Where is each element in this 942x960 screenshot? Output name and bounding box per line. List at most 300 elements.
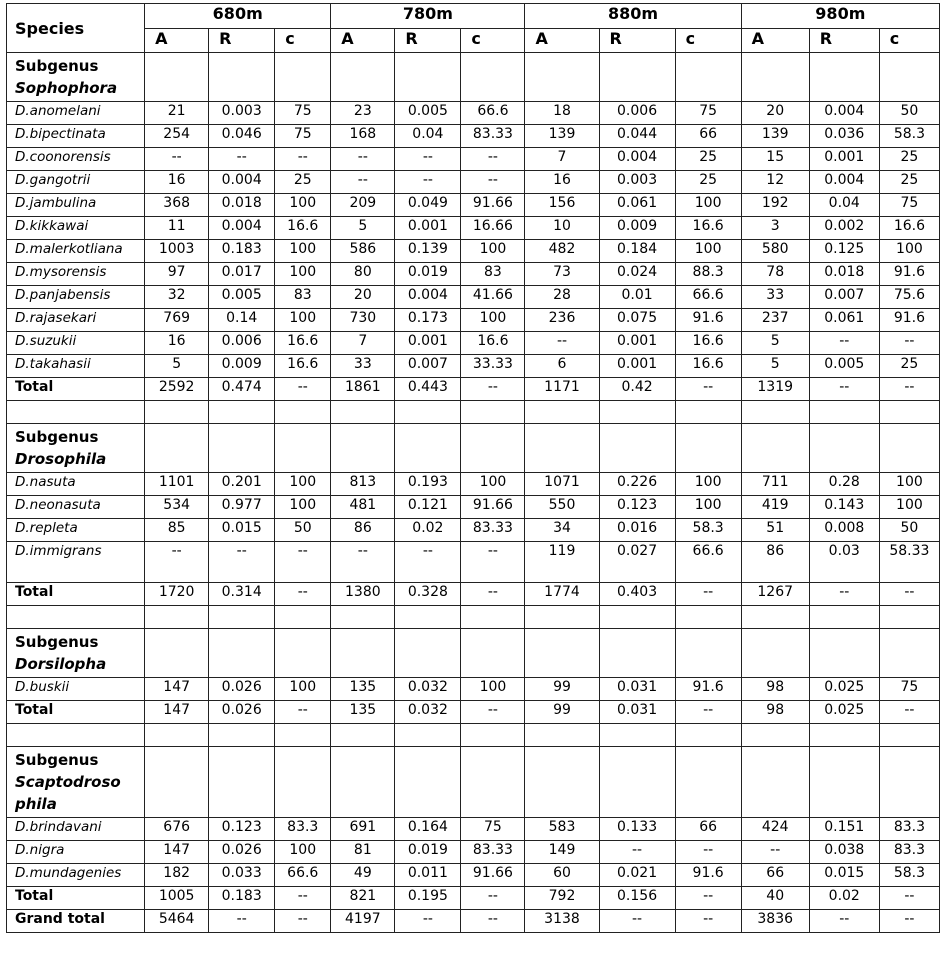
value-cell: 0.026 (209, 841, 275, 864)
value-cell: -- (209, 542, 275, 583)
value-cell: 0.001 (395, 332, 461, 355)
value-cell: -- (395, 910, 461, 933)
value-cell: 66 (675, 818, 741, 841)
value-cell: 83.33 (461, 519, 525, 542)
empty-cell (525, 424, 599, 473)
empty-cell (275, 606, 331, 629)
value-cell: 0.123 (209, 818, 275, 841)
value-cell: -- (209, 910, 275, 933)
empty-cell (809, 747, 879, 818)
value-cell: 50 (879, 102, 939, 125)
value-cell: 0.173 (395, 309, 461, 332)
empty-cell (331, 424, 395, 473)
row-label: Total (7, 887, 145, 910)
value-cell: -- (275, 583, 331, 606)
species-abundance-table (6, 3, 940, 933)
empty-cell (525, 629, 599, 678)
species-name: D.gangotrii (7, 171, 145, 194)
value-cell: 192 (741, 194, 809, 217)
value-cell: 75 (275, 125, 331, 148)
value-cell: 6 (525, 355, 599, 378)
value-cell: 16.66 (461, 217, 525, 240)
value-cell: 0.183 (209, 887, 275, 910)
empty-cell (461, 747, 525, 818)
value-cell: 86 (741, 542, 809, 583)
species-row (7, 496, 940, 519)
value-cell: -- (331, 171, 395, 194)
value-cell: 147 (145, 841, 209, 864)
value-cell: 100 (275, 240, 331, 263)
value-cell: 5 (741, 355, 809, 378)
value-cell: 821 (331, 887, 395, 910)
value-cell: 1071 (525, 473, 599, 496)
species-row (7, 217, 940, 240)
value-cell: 91.6 (879, 263, 939, 286)
value-cell: 0.044 (599, 125, 675, 148)
value-cell: 149 (525, 841, 599, 864)
value-cell: 0.02 (395, 519, 461, 542)
value-cell: 100 (675, 194, 741, 217)
value-cell: -- (879, 583, 939, 606)
species-name: D.nasuta (7, 473, 145, 496)
value-cell: 98 (741, 701, 809, 724)
value-cell: 66.6 (675, 286, 741, 309)
value-cell: 0.006 (209, 332, 275, 355)
value-cell: 100 (275, 194, 331, 217)
value-cell: 83 (275, 286, 331, 309)
header-row-altitudes (7, 4, 940, 29)
empty-cell (331, 724, 395, 747)
altitude-header: 880m (525, 4, 741, 29)
value-cell: 91.66 (461, 864, 525, 887)
value-cell: -- (599, 841, 675, 864)
value-cell: 16.6 (275, 355, 331, 378)
value-cell: 583 (525, 818, 599, 841)
value-cell: -- (395, 171, 461, 194)
empty-cell (209, 53, 275, 102)
value-cell: 75 (275, 102, 331, 125)
value-cell: 100 (275, 473, 331, 496)
value-cell: 20 (331, 286, 395, 309)
value-cell: -- (461, 701, 525, 724)
empty-cell (209, 424, 275, 473)
species-name: D.rajasekari (7, 309, 145, 332)
subgenus-label: Subgenus (15, 428, 99, 446)
value-cell: 33 (741, 286, 809, 309)
subgenus-row (7, 424, 940, 473)
value-cell: 0.004 (209, 171, 275, 194)
subgenus-name: Sophophora (15, 79, 118, 97)
value-cell: 730 (331, 309, 395, 332)
value-cell: 147 (145, 678, 209, 701)
value-cell: 0.04 (809, 194, 879, 217)
value-cell: 66.6 (275, 864, 331, 887)
value-cell: 0.314 (209, 583, 275, 606)
empty-cell (395, 629, 461, 678)
value-cell: 97 (145, 263, 209, 286)
value-cell: 0.328 (395, 583, 461, 606)
species-row (7, 263, 940, 286)
species-row (7, 148, 940, 171)
species-row (7, 542, 940, 583)
metric-header: R (209, 28, 275, 53)
species-name: D.bipectinata (7, 125, 145, 148)
value-cell: 25 (675, 171, 741, 194)
value-cell: 83.33 (461, 841, 525, 864)
value-cell: 0.01 (599, 286, 675, 309)
empty-cell (525, 724, 599, 747)
value-cell: -- (275, 542, 331, 583)
value-cell: 0.031 (599, 701, 675, 724)
value-cell: 58.3 (879, 125, 939, 148)
empty-cell (599, 747, 675, 818)
value-cell: 534 (145, 496, 209, 519)
altitude-header: 780m (331, 4, 525, 29)
species-name: D.repleta (7, 519, 145, 542)
species-name: D.mundagenies (7, 864, 145, 887)
subgenus-label: Subgenus (15, 633, 99, 651)
species-row (7, 194, 940, 217)
value-cell: 12 (741, 171, 809, 194)
empty-cell (809, 53, 879, 102)
subgenus-heading (7, 747, 145, 818)
value-cell: 10 (525, 217, 599, 240)
value-cell: 100 (275, 496, 331, 519)
empty-cell (275, 747, 331, 818)
value-cell: -- (275, 887, 331, 910)
value-cell: 0.011 (395, 864, 461, 887)
value-cell: 100 (675, 473, 741, 496)
subgenus-row (7, 629, 940, 678)
value-cell: -- (809, 910, 879, 933)
value-cell: 75 (461, 818, 525, 841)
value-cell: 100 (675, 496, 741, 519)
species-name: D.nigra (7, 841, 145, 864)
value-cell: 100 (275, 263, 331, 286)
value-cell: 0.226 (599, 473, 675, 496)
value-cell: 100 (675, 240, 741, 263)
empty-cell (145, 606, 209, 629)
value-cell: 0.017 (209, 263, 275, 286)
value-cell: 0.443 (395, 378, 461, 401)
empty-cell (525, 53, 599, 102)
value-cell: 81 (331, 841, 395, 864)
empty-cell (461, 401, 525, 424)
value-cell: 0.031 (599, 678, 675, 701)
altitude-header: 680m (145, 4, 331, 29)
value-cell: 0.004 (599, 148, 675, 171)
value-cell: 0.008 (809, 519, 879, 542)
value-cell: 1319 (741, 378, 809, 401)
value-cell: -- (461, 378, 525, 401)
spacer-row (7, 606, 940, 629)
value-cell: 25 (879, 171, 939, 194)
empty-cell (525, 606, 599, 629)
value-cell: 0.027 (599, 542, 675, 583)
value-cell: 86 (331, 519, 395, 542)
value-cell: 41.66 (461, 286, 525, 309)
value-cell: 147 (145, 701, 209, 724)
value-cell: 0.019 (395, 263, 461, 286)
value-cell: 83.3 (879, 841, 939, 864)
value-cell: 0.032 (395, 701, 461, 724)
value-cell: -- (145, 148, 209, 171)
value-cell: 75 (879, 194, 939, 217)
empty-cell (741, 747, 809, 818)
value-cell: 0.133 (599, 818, 675, 841)
value-cell: -- (879, 910, 939, 933)
empty-cell (209, 747, 275, 818)
value-cell: -- (879, 378, 939, 401)
empty-cell (331, 53, 395, 102)
value-cell: 119 (525, 542, 599, 583)
subgenus-row (7, 747, 940, 818)
value-cell: 424 (741, 818, 809, 841)
species-header: Species (7, 4, 145, 53)
value-cell: 0.004 (395, 286, 461, 309)
value-cell: 28 (525, 286, 599, 309)
species-row (7, 355, 940, 378)
value-cell: 40 (741, 887, 809, 910)
value-cell: 1267 (741, 583, 809, 606)
value-cell: 16 (525, 171, 599, 194)
header-row-metrics (7, 28, 940, 53)
empty-cell (879, 401, 939, 424)
value-cell: 254 (145, 125, 209, 148)
empty-cell (275, 629, 331, 678)
value-cell: 0.018 (209, 194, 275, 217)
value-cell: 0.036 (809, 125, 879, 148)
value-cell: 0.164 (395, 818, 461, 841)
value-cell: 0.001 (599, 332, 675, 355)
species-name: D.brindavani (7, 818, 145, 841)
metric-header: c (461, 28, 525, 53)
value-cell: 0.009 (599, 217, 675, 240)
species-name: D.takahasii (7, 355, 145, 378)
value-cell: -- (675, 701, 741, 724)
value-cell: 25 (879, 355, 939, 378)
value-cell: 0.195 (395, 887, 461, 910)
species-row (7, 678, 940, 701)
empty-cell (741, 606, 809, 629)
species-row (7, 309, 940, 332)
value-cell: 0.184 (599, 240, 675, 263)
empty-cell (7, 606, 145, 629)
value-cell: -- (209, 148, 275, 171)
value-cell: -- (275, 378, 331, 401)
value-cell: 135 (331, 701, 395, 724)
value-cell: 0.002 (809, 217, 879, 240)
value-cell: 91.66 (461, 194, 525, 217)
value-cell: 0.007 (395, 355, 461, 378)
spacer-row (7, 401, 940, 424)
subgenus-heading (7, 424, 145, 473)
value-cell: 580 (741, 240, 809, 263)
species-name: D.buskii (7, 678, 145, 701)
value-cell: -- (275, 148, 331, 171)
value-cell: 33 (331, 355, 395, 378)
value-cell: 91.6 (675, 864, 741, 887)
spacer-row (7, 724, 940, 747)
empty-cell (145, 53, 209, 102)
value-cell: 0.193 (395, 473, 461, 496)
empty-cell (741, 424, 809, 473)
value-cell: 34 (525, 519, 599, 542)
species-row (7, 818, 940, 841)
value-cell: 0.049 (395, 194, 461, 217)
empty-cell (331, 747, 395, 818)
empty-cell (275, 424, 331, 473)
species-row (7, 332, 940, 355)
empty-cell (7, 401, 145, 424)
empty-cell (879, 424, 939, 473)
value-cell: 1720 (145, 583, 209, 606)
value-cell: 0.061 (599, 194, 675, 217)
value-cell: 16 (145, 171, 209, 194)
empty-cell (741, 53, 809, 102)
value-cell: -- (275, 910, 331, 933)
empty-cell (275, 724, 331, 747)
value-cell: 100 (461, 240, 525, 263)
value-cell: 0.061 (809, 309, 879, 332)
value-cell: 91.6 (675, 309, 741, 332)
value-cell: 139 (525, 125, 599, 148)
value-cell: 100 (879, 473, 939, 496)
value-cell: 100 (275, 678, 331, 701)
value-cell: 0.28 (809, 473, 879, 496)
value-cell: 1861 (331, 378, 395, 401)
value-cell: 4197 (331, 910, 395, 933)
empty-cell (879, 724, 939, 747)
empty-cell (145, 629, 209, 678)
value-cell: 0.156 (599, 887, 675, 910)
value-cell: 0.977 (209, 496, 275, 519)
value-cell: 23 (331, 102, 395, 125)
value-cell: 100 (461, 473, 525, 496)
empty-cell (675, 724, 741, 747)
value-cell: 99 (525, 678, 599, 701)
value-cell: 482 (525, 240, 599, 263)
metric-header: R (599, 28, 675, 53)
value-cell: -- (461, 148, 525, 171)
empty-cell (209, 629, 275, 678)
value-cell: 0.151 (809, 818, 879, 841)
value-cell: 586 (331, 240, 395, 263)
empty-cell (331, 401, 395, 424)
value-cell: 0.021 (599, 864, 675, 887)
value-cell: 16.6 (461, 332, 525, 355)
value-cell: 100 (461, 309, 525, 332)
empty-cell (395, 747, 461, 818)
metric-header: c (675, 28, 741, 53)
empty-cell (879, 747, 939, 818)
empty-cell (275, 53, 331, 102)
species-name: D.mysorensis (7, 263, 145, 286)
subgenus-row (7, 53, 940, 102)
value-cell: 16.6 (675, 355, 741, 378)
empty-cell (145, 747, 209, 818)
value-cell: 5 (741, 332, 809, 355)
value-cell: 98 (741, 678, 809, 701)
value-cell: 0.038 (809, 841, 879, 864)
value-cell: 691 (331, 818, 395, 841)
value-cell: 25 (675, 148, 741, 171)
value-cell: 58.33 (879, 542, 939, 583)
metric-header: R (809, 28, 879, 53)
value-cell: 0.139 (395, 240, 461, 263)
empty-cell (461, 53, 525, 102)
value-cell: 0.001 (809, 148, 879, 171)
value-cell: 49 (331, 864, 395, 887)
value-cell: -- (145, 542, 209, 583)
value-cell: 792 (525, 887, 599, 910)
total-row (7, 378, 940, 401)
value-cell: 550 (525, 496, 599, 519)
value-cell: 0.025 (809, 678, 879, 701)
value-cell: 100 (275, 309, 331, 332)
empty-cell (331, 629, 395, 678)
value-cell: 0.018 (809, 263, 879, 286)
empty-cell (879, 53, 939, 102)
value-cell: 1003 (145, 240, 209, 263)
value-cell: -- (675, 378, 741, 401)
altitude-header: 980m (741, 4, 939, 29)
value-cell: 100 (879, 496, 939, 519)
value-cell: 0.04 (395, 125, 461, 148)
value-cell: 813 (331, 473, 395, 496)
value-cell: 419 (741, 496, 809, 519)
species-row (7, 473, 940, 496)
value-cell: 1171 (525, 378, 599, 401)
subgenus-heading (7, 629, 145, 678)
grand-total-row (7, 910, 940, 933)
value-cell: 83.3 (275, 818, 331, 841)
value-cell: -- (809, 583, 879, 606)
value-cell: 0.032 (395, 678, 461, 701)
value-cell: 20 (741, 102, 809, 125)
value-cell: 368 (145, 194, 209, 217)
value-cell: 0.005 (209, 286, 275, 309)
value-cell: 83 (461, 263, 525, 286)
value-cell: 78 (741, 263, 809, 286)
value-cell: 1101 (145, 473, 209, 496)
value-cell: 50 (275, 519, 331, 542)
value-cell: -- (331, 542, 395, 583)
metric-header: A (331, 28, 395, 53)
row-label: Grand total (7, 910, 145, 933)
value-cell: 33.33 (461, 355, 525, 378)
empty-cell (275, 401, 331, 424)
value-cell: -- (741, 841, 809, 864)
metric-header: c (879, 28, 939, 53)
value-cell: 91.6 (675, 678, 741, 701)
row-label: Total (7, 378, 145, 401)
value-cell: -- (461, 910, 525, 933)
value-cell: 91.66 (461, 496, 525, 519)
value-cell: -- (525, 332, 599, 355)
value-cell: -- (461, 583, 525, 606)
value-cell: 16 (145, 332, 209, 355)
subgenus-name: Scaptodrosophila (15, 773, 121, 813)
value-cell: 0.183 (209, 240, 275, 263)
value-cell: 0.005 (809, 355, 879, 378)
species-name: D.panjabensis (7, 286, 145, 309)
empty-cell (209, 606, 275, 629)
empty-cell (675, 629, 741, 678)
value-cell: 156 (525, 194, 599, 217)
value-cell: 0.001 (599, 355, 675, 378)
value-cell: 50 (879, 519, 939, 542)
